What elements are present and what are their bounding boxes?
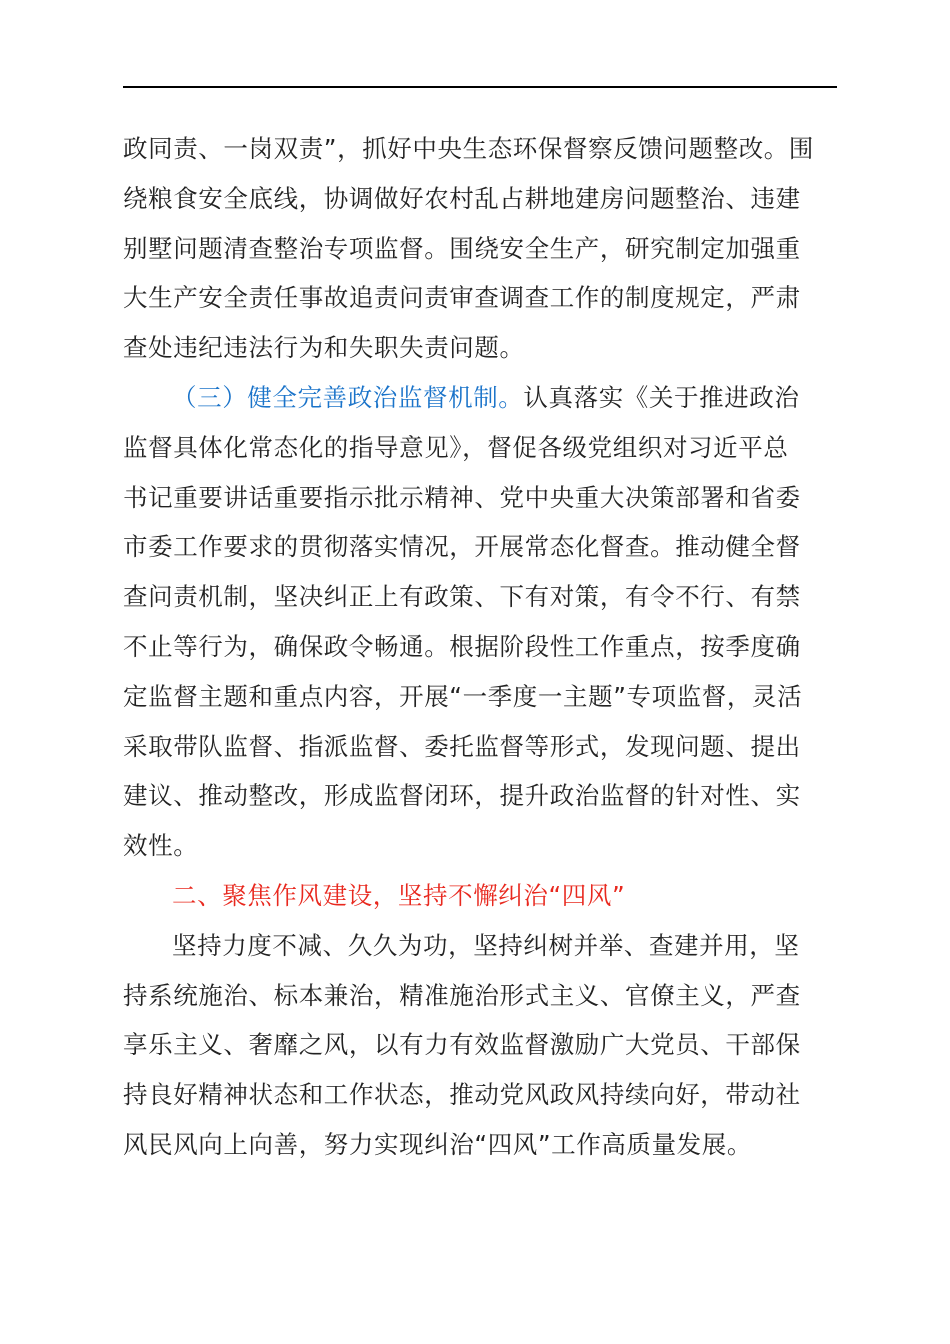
- text-line: 采取带队监督、指派监督、委托监督等形式，发现问题、提出: [123, 731, 801, 761]
- paragraph-four-winds: [123, 921, 823, 1170]
- text-line: 效性。: [123, 831, 199, 861]
- text-fragment: 认真落实《关于推进政治: [523, 382, 800, 412]
- text-line: 定监督主题和重点内容，开展“一季度一主题”专项监督，灵活: [123, 681, 803, 711]
- paragraph-environment-safety: [123, 124, 823, 373]
- document-body: [123, 124, 823, 1170]
- text-line: 查问责机制，坚决纠正上有政策、下有对策，有令不行、有禁: [123, 582, 801, 612]
- section-heading-3: （三）健全完善政治监督机制。: [172, 382, 524, 412]
- text-line: 市委工作要求的贯彻落实情况，开展常态化督查。推动健全督: [123, 532, 801, 562]
- header-rule: [123, 86, 837, 88]
- text-line: 享乐主义、奢靡之风，以有力有效监督激励广大党员、干部保: [123, 1030, 801, 1060]
- text-line: 别墅问题清查整治专项监督。围绕安全生产，研究制定加强重: [123, 233, 801, 263]
- text-line: 政同责、一岗双责”，抓好中央生态环保督察反馈问题整改。围: [123, 134, 814, 163]
- text-line: 坚持力度不减、久久为功，坚持纠树并举、查建并用，坚: [172, 930, 800, 960]
- text-line: 持良好精神状态和工作状态，推动党风政风持续向好，带动社: [123, 1080, 801, 1110]
- text-line: 绕粮食安全底线，协调做好农村乱占耕地建房问题整治、违建: [123, 183, 801, 213]
- heading-text: 二、聚焦作风建设，坚持不懈纠治“四风”: [172, 880, 626, 910]
- text-line: 不止等行为，确保政令畅通。根据阶段性工作重点，按季度确: [123, 631, 801, 661]
- text-line: 风民风向上向善，努力实现纠治“四风”工作高质量发展。: [123, 1129, 752, 1159]
- text-line: 书记重要讲话重要指示批示精神、党中央重大决策部署和省委: [123, 482, 801, 512]
- paragraph-political-supervision: [123, 373, 823, 871]
- section-heading-2: [123, 871, 823, 921]
- text-line: 查处违纪违法行为和失职失责问题。: [123, 333, 525, 363]
- text-line: [123, 373, 823, 423]
- text-line: 监督具体化常态化的指导意见》，督促各级党组织对习近平总: [123, 432, 789, 462]
- text-line: 建议、推动整改，形成监督闭环，提升政治监督的针对性、实: [123, 781, 801, 811]
- text-line: 持系统施治、标本兼治，精准施治形式主义、官僚主义，严查: [123, 980, 801, 1010]
- text-line: 大生产安全责任事故追责问责审查调查工作的制度规定，严肃: [123, 283, 801, 313]
